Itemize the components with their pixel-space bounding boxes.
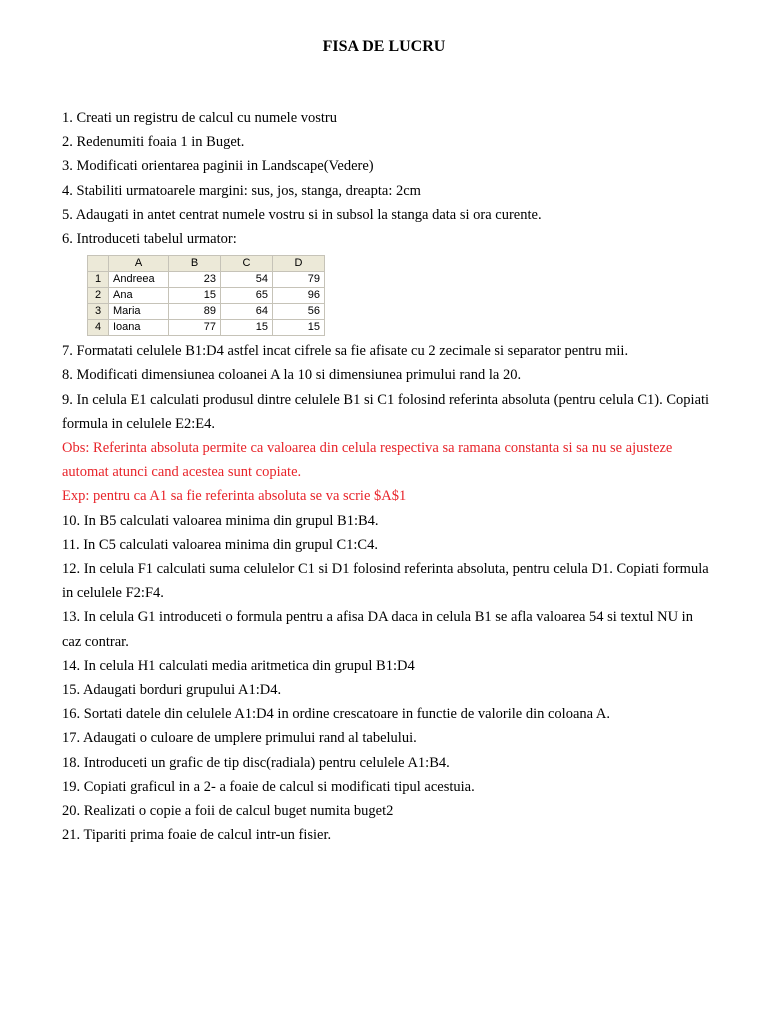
table-cell: 54 [221,272,273,288]
task-item: 13. In celula G1 introduceti o formula pentru a afisa DA daca in celula B1 se afla valoarea 54 si textul NU in caz contrar. [62,609,693,650]
task-item: 15. Adaugati borduri grupului A1:D4. [62,682,282,699]
task-item: 1. Creati un registru de calcul cu numele vostru [62,110,338,126]
page-title: FISA DE LUCRU [322,38,446,55]
task-item: 9. In celula E1 calculati produsul dintre celulele B1 si C1 folosind referinta absoluta (pentru celula C1). Copiati formula in celulele E2:E4. [62,391,710,432]
column-header: D [273,256,325,272]
spreadsheet-table [87,255,325,336]
table-cell: 89 [169,304,221,320]
column-header: C [221,256,273,272]
task-item: 7. Formatati celulele B1:D4 astfel incat cifrele sa fie afisate cu 2 zecimale si separator pentru mii. [62,343,629,360]
column-header: A [109,256,169,272]
task-item: 14. In celula H1 calculati media aritmetica din grupul B1:D4 [62,657,415,674]
task-item: 17. Adaugati o culoare de umplere primului rand al tabelului. [62,730,417,747]
row-header: 1 [88,272,109,288]
table-cell: 64 [221,304,273,320]
corner-cell [88,256,109,272]
task-item: 21. Tipariti prima foaie de calcul intr-un fisier. [62,827,332,844]
task-item: 5. Adaugati in antet centrat numele vostru si in subsol la stanga data si ora curente. [62,206,542,223]
table-cell: 96 [273,288,325,304]
table-cell: 15 [169,288,221,304]
table-cell: 77 [169,320,221,336]
row-header: 4 [88,320,109,336]
task-item: 8. Modificati dimensiunea coloanei A la 10 si dimensiunea primului rand la 20. [62,367,522,384]
table-cell: 79 [273,272,325,288]
task-item: 19. Copiati graficul in a 2- a foaie de calcul si modificati tipul acestuia. [62,778,475,795]
table-cell: Ioana [109,320,169,336]
table-cell: Andreea [109,272,169,288]
table-cell: 15 [273,320,325,336]
note-observation: Obs: Referinta absoluta permite ca valoarea din celula respectiva sa ramana constanta si sa nu se ajusteze automat atunci cand acestea sunt copiate. [62,440,673,481]
table-cell: 56 [273,304,325,320]
column-header: B [169,256,221,272]
row-header: 3 [88,304,109,320]
note-example: Exp: pentru ca A1 sa fie referinta absoluta se va scrie $A$1 [62,488,407,505]
table-cell: 23 [169,272,221,288]
task-item: 20. Realizati o copie a foii de calcul buget numita buget2 [62,803,394,820]
task-item: 12. In celula F1 calculati suma celulelor C1 si D1 folosind referinta absoluta, pentru celula D1. Copiati formula in celulele F2:F4. [62,561,709,602]
table-row [88,272,325,288]
task-item: 3. Modificati orientarea paginii in Landscape(Vedere) [62,158,374,175]
table-row [88,288,325,304]
task-item: 6. Introduceti tabelul urmator: [62,231,237,248]
task-item: 11. In C5 calculati valoarea minima din grupul C1:C4. [62,536,378,553]
table-row [88,320,325,336]
task-item: 18. Introduceti un grafic de tip disc(radiala) pentru celulele A1:B4. [62,754,450,771]
task-item: 4. Stabiliti urmatoarele margini: sus, jos, stanga, dreapta: 2cm [62,182,421,199]
row-header: 2 [88,288,109,304]
task-item: 2. Redenumiti foaia 1 in Buget. [62,134,245,151]
table-row [88,304,325,320]
table-cell: 65 [221,288,273,304]
spreadsheet-table-container [62,251,712,339]
column-header-row [88,256,325,272]
task-list [62,106,712,847]
task-item: 10. In B5 calculati valoarea minima din grupul B1:B4. [62,512,379,529]
table-cell: Maria [109,304,169,320]
table-cell: 15 [221,320,273,336]
table-cell: Ana [109,288,169,304]
task-item: 16. Sortati datele din celulele A1:D4 in ordine crescatoare in functie de valorile din coloana A. [62,706,610,723]
